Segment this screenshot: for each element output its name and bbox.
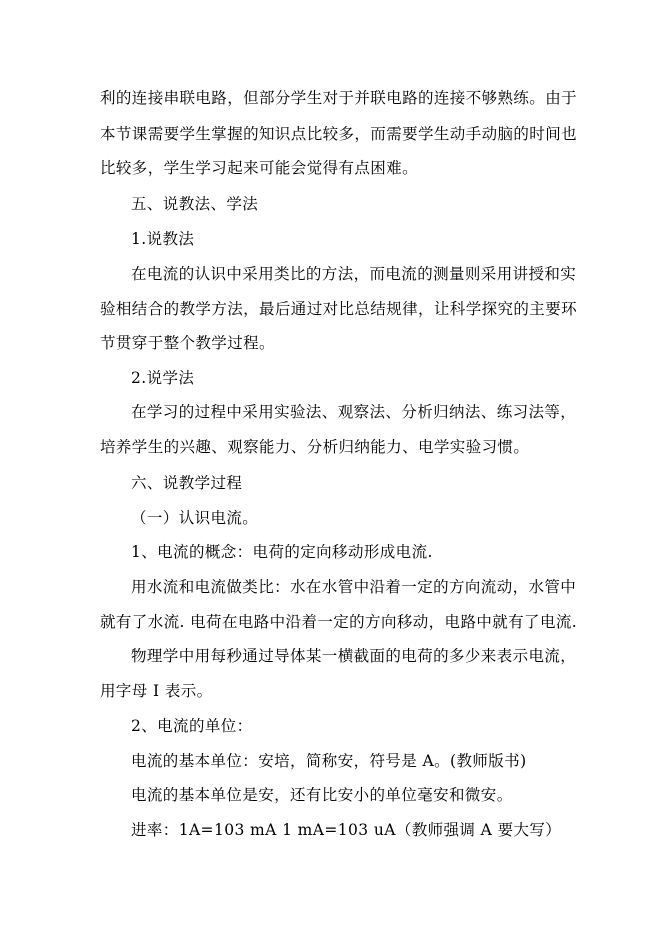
paragraph-line: 用字母 I 表示。 (100, 682, 213, 700)
paragraph-line: 在学习的过程中采用实验法、观察法、分析归纳法、练习法等， (131, 403, 577, 421)
subsection-heading: 2.说学法 (131, 369, 195, 387)
paragraph-line: 电流的基本单位是安，还有比安小的单位毫安和微安。 (131, 786, 513, 804)
paragraph-line: 电流的基本单位：安培，简称安，符号是 A。(教师版书) (131, 752, 527, 770)
paragraph-line: 物理学中用每秒通过导体某一横截面的电荷的多少来表示电流， (131, 647, 577, 665)
section-heading: 六、说教学过程 (131, 474, 243, 492)
subsection-heading: 2、电流的单位： (131, 717, 253, 735)
section-heading: 五、说教法、学法 (131, 195, 259, 213)
paragraph-line: 本节课需要学生掌握的知识点比较多，而需要学生动手动脑的时间也 (100, 125, 578, 143)
paragraph-line: 进率：1A=103 mA 1 mA=103 uA（教师强调 A 要大写） (131, 821, 562, 839)
paragraph-line: 用水流和电流做类比：水在水管中沿着一定的方向流动，水管中 (131, 578, 577, 596)
paragraph-line: 就有了水流. 电荷在电路中沿着一定的方向移动，电路中就有了电流. (100, 613, 578, 631)
paragraph-line: 1、电流的概念：电荷的定向移动形成电流. (131, 543, 433, 561)
paragraph-line: 节贯穿于整个教学过程。 (100, 334, 275, 352)
paragraph-line: 验相结合的教学方法，最后通过对比总结规律，让科学探究的主要环 (100, 300, 578, 318)
paragraph-line: 利的连接串联电路，但部分学生对于并联电路的连接不够熟练。由于 (100, 89, 578, 107)
subsection-heading: （一）认识电流。 (131, 509, 259, 527)
paragraph-line: 比较多，学生学习起来可能会觉得有点困难。 (100, 159, 419, 177)
paragraph-line: 培养学生的兴趣、观察能力、分析归纳能力、电学实验习惯。 (100, 438, 530, 456)
paragraph-line: 在电流的认识中采用类比的方法，而电流的测量则采用讲授和实 (131, 265, 577, 283)
subsection-heading: 1.说教法 (131, 230, 195, 248)
